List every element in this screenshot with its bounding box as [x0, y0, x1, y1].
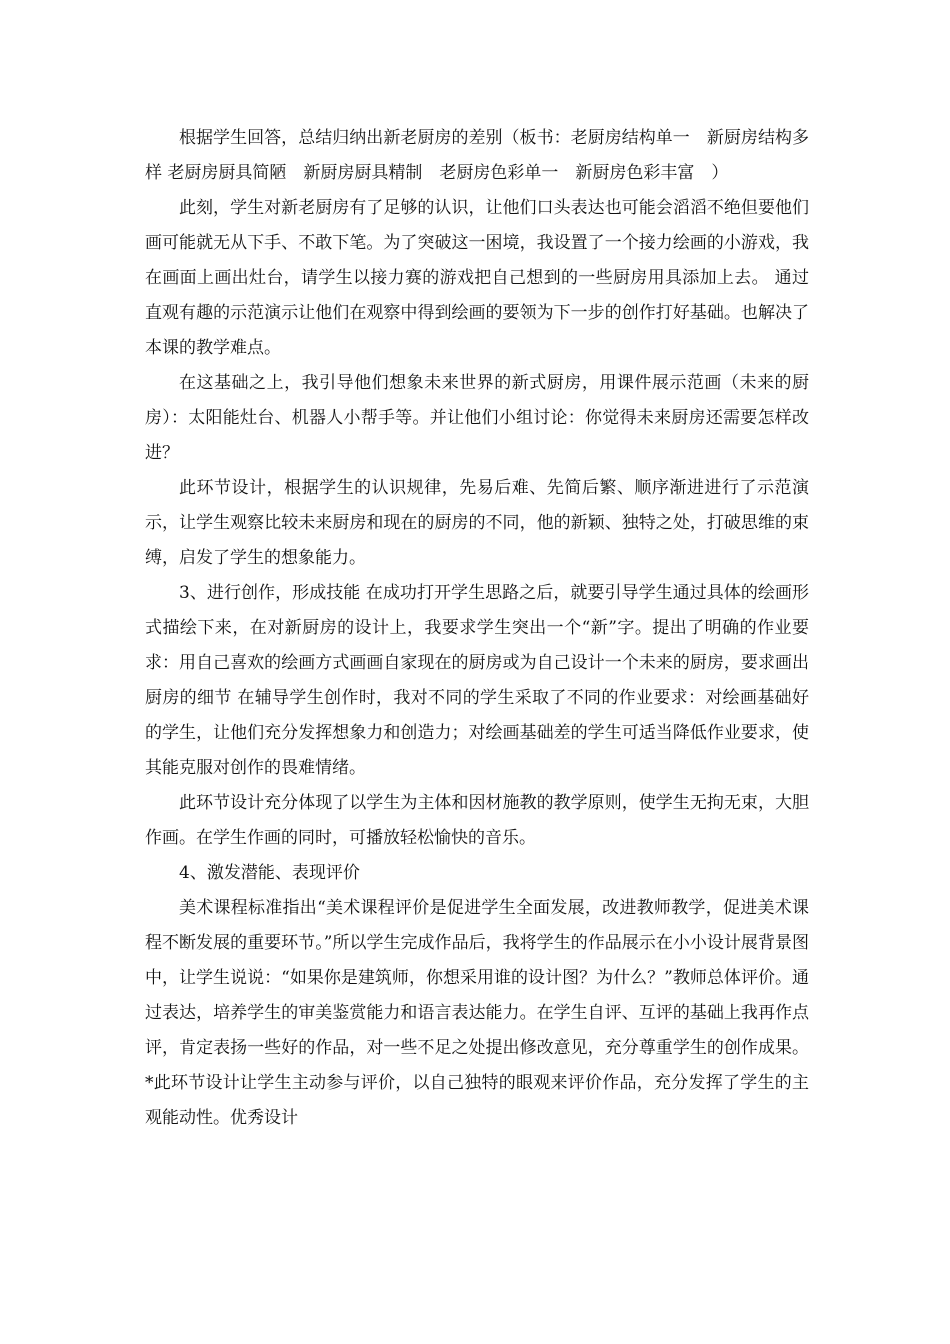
- paragraph-2: 此刻，学生对新老厨房有了足够的认识，让他们口头表达也可能会滔滔不绝但要他们画可能就无从下手、不敢下笔。为了突破这一困境，我设置了一个接力绘画的小游戏，我在画面上画出灶台，请学生以接力赛的游戏把自己想到的一些厨房用具添加上去。 通过直观有趣的示范演示让他们在观察中得到绘画的要领为下一步的创作打好基础。也解决了本课的教学难点。: [145, 198, 809, 358]
- section-heading: 4、激发潜能、表现评价: [179, 863, 360, 883]
- paragraph-1: 根据学生回答，总结归纳出新老厨房的差别（板书：老厨房结构单一 新厨房结构多样 老厨房厨具简陋 新厨房厨具精制 老厨房色彩单一 新厨房色彩丰富 ）: [145, 128, 809, 183]
- paragraph-4: 此环节设计，根据学生的认识规律，先易后难、先简后繁、顺序渐进进行了示范演示，让学生观察比较未来厨房和现在的厨房的不同，他的新颖、独特之处，打破思维的束缚，启发了学生的想象能力。: [145, 478, 809, 568]
- paragraph-5: 3、进行创作，形成技能 在成功打开学生思路之后，就要引导学生通过具体的绘画形式描绘下来，在对新厨房的设计上，我要求学生突出一个“新”字。提出了明确的作业要求：用自己喜欢的绘画方式画画自家现在的厨房或为自己设计一个未来的厨房，要求画出厨房的细节 在辅导学生创作时，我对不同的学生采取了不同的作业要求：对绘画基础好的学生，让他们充分发挥想象力和创造力；对绘画基础差的学生可适当降低作业要求，使其能克服对创作的畏难情绪。: [145, 583, 809, 778]
- document-body: [145, 121, 809, 1136]
- paragraph-3: 在这基础之上，我引导他们想象未来世界的新式厨房，用课件展示范画（未来的厨房）：太阳能灶台、机器人小帮手等。并让他们小组讨论：你觉得未来厨房还需要怎样改进？: [145, 373, 809, 463]
- paragraph-6: 此环节设计充分体现了以学生为主体和因材施教的教学原则，使学生无拘无束，大胆作画。在学生作画的同时，可播放轻松愉快的音乐。: [145, 793, 809, 848]
- paragraph-7: 美术课程标准指出“美术课程评价是促进学生全面发展，改进教师教学，促进美术课程不断发展的重要环节。”所以学生完成作品后，我将学生的作品展示在小小设计展背景图中，让学生说说：“如果你是建筑师，你想采用谁的设计图？为什么？”教师总体评价。通过表达，培养学生的审美鉴赏能力和语言表达能力。在学生自评、互评的基础上我再作点评，肯定表扬一些好的作品，对一些不足之处提出修改意见，充分尊重学生的创作成果。*此环节设计让学生主动参与评价，以自己独特的眼观来评价作品，充分发挥了学生的主观能动性。优秀设计: [145, 898, 809, 1128]
